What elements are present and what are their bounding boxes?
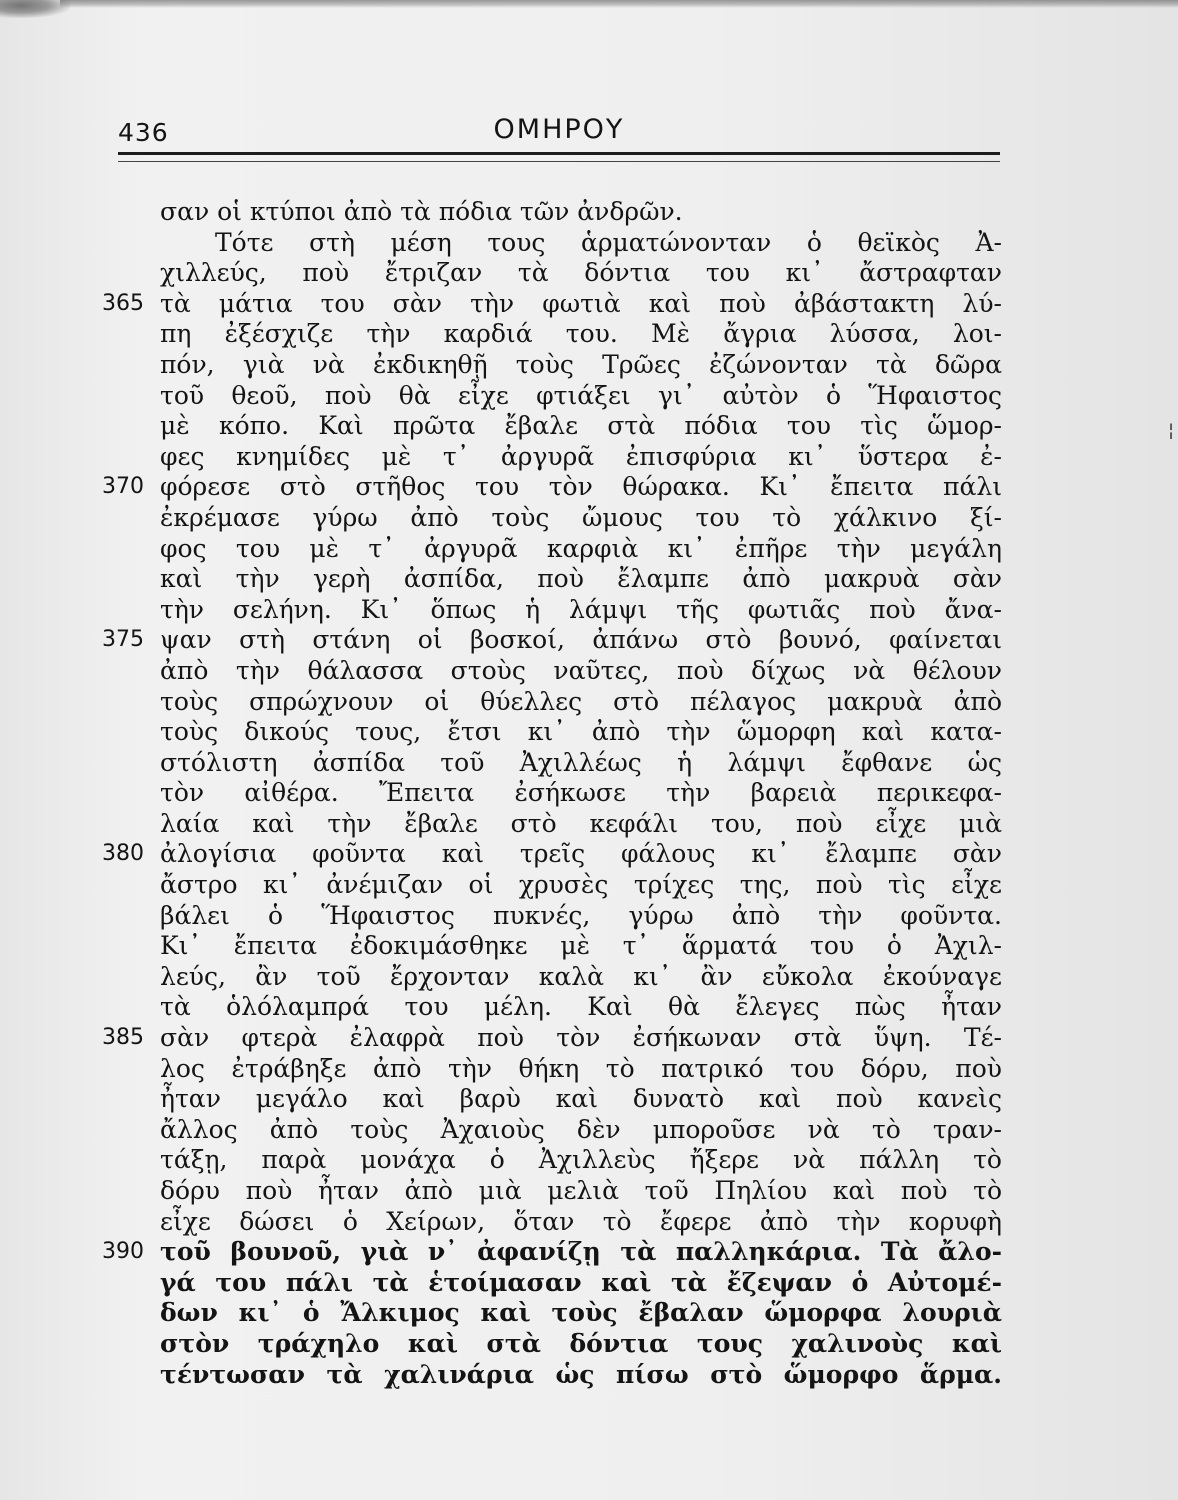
page-number: 436 bbox=[118, 118, 169, 147]
line-text: τὰ μάτια του σὰν τὴν φωτιὰ καὶ ποὺ ἀβάστακτη λύ- bbox=[160, 288, 1002, 318]
line-text: ψαν στὴ στάνη οἱ βοσκοί, ἀπάνω στὸ βουνό, φαίνεται bbox=[160, 625, 1002, 655]
line-text: τὴν σελήνη. Κι᾿ ὅπως ἡ λάμψι τῆς φωτιᾶς ποὺ ἄνα- bbox=[160, 594, 1002, 624]
text-line bbox=[160, 258, 1002, 289]
line-text: βάλει ὁ Ἥφαιστος πυκνές, γύρω ἀπὸ τὴν φοῦντα. bbox=[160, 900, 1002, 930]
text-line bbox=[160, 503, 1002, 534]
line-text: τὸν αἰθέρα. Ἔπειτα ἐσήκωσε τὴν βαρειὰ περικεφα- bbox=[160, 778, 1002, 808]
text-line bbox=[160, 1207, 1002, 1238]
line-text: σὰν φτερὰ ἐλαφρὰ ποὺ τὸν ἐσήκωναν στὰ ὕψη. Τέ- bbox=[160, 1023, 1002, 1053]
text-line bbox=[160, 1176, 1002, 1207]
text-line bbox=[160, 870, 1002, 901]
header-rule-thick bbox=[118, 152, 1000, 155]
text-line bbox=[102, 1237, 1002, 1268]
line-text: ἄλλος ἀπὸ τοὺς Ἀχαιοὺς δὲν μποροῦσε νὰ τὸ τραν- bbox=[160, 1114, 1002, 1144]
text-line bbox=[160, 1360, 1002, 1391]
running-head: ΟΜΗΡΟΥ bbox=[493, 114, 625, 145]
text-line bbox=[160, 656, 1002, 687]
line-number: 380 bbox=[102, 841, 144, 867]
line-text: τοῦ βουνοῦ, γιὰ ν᾿ ἀφανίζῃ τὰ παλληκάρια. Τὰ ἄλο- bbox=[160, 1237, 1002, 1267]
text-line bbox=[160, 1115, 1002, 1146]
text-line bbox=[160, 748, 1002, 779]
text-line bbox=[102, 1023, 1002, 1054]
line-text: τέντωσαν τὰ χαλινάρια ὡς πίσω στὸ ὥμορφο ἅρμα. bbox=[160, 1359, 1002, 1389]
text-line bbox=[160, 809, 1002, 840]
text-line bbox=[160, 411, 1002, 442]
text-line bbox=[160, 1054, 1002, 1085]
line-text: ἐκρέμασε γύρω ἀπὸ τοὺς ὤμους του τὸ χάλκινο ξί- bbox=[160, 502, 1002, 532]
line-text: ἀλογίσια φοῦντα καὶ τρεῖς φάλους κι᾿ ἔλαμπε σὰν bbox=[160, 839, 1002, 869]
text-line bbox=[160, 992, 1002, 1023]
text-line bbox=[160, 564, 1002, 595]
line-text: γά του πάλι τὰ ἑτοίμασαν καὶ τὰ ἔζεψαν ὁ Αὐτομέ- bbox=[160, 1267, 1002, 1297]
text-line bbox=[160, 687, 1002, 718]
text-line bbox=[160, 228, 1002, 259]
line-text: στόλιστη ἀσπίδα τοῦ Ἀχιλλέως ἡ λάμψι ἔφθανε ὡς bbox=[160, 747, 1002, 777]
text-line bbox=[160, 717, 1002, 748]
line-text: τοὺς σπρώχνουν οἱ θύελλες στὸ πέλαγος μακρυὰ ἀπὸ bbox=[160, 686, 1002, 716]
line-text: ἄστρο κι᾿ ἀνέμιζαν οἱ χρυσὲς τρίχες της, ποὺ τὶς εἶχε bbox=[160, 870, 1002, 900]
line-text: τοὺς δικούς τους, ἔτσι κι᾿ ἀπὸ τὴν ὥμορφη καὶ κατα- bbox=[160, 717, 1002, 747]
line-text: πη ἐξέσχιζε τὴν καρδιά του. Μὲ ἄγρια λύσσα, λοι- bbox=[160, 319, 1002, 349]
line-text: μὲ κόπο. Καὶ πρῶτα ἔβαλε στὰ πόδια του τὶς ὥμορ- bbox=[160, 411, 1002, 441]
text-line bbox=[160, 442, 1002, 473]
text-line bbox=[102, 472, 1002, 503]
line-text: πόν, γιὰ νὰ ἐκδικηθῇ τοὺς Τρῶες ἐζώνονταν τὰ δῶρα bbox=[160, 349, 1002, 379]
line-number: 385 bbox=[102, 1025, 144, 1051]
text-line bbox=[160, 595, 1002, 626]
line-text: δόρυ ποὺ ἦταν ἀπὸ μιὰ μελιὰ τοῦ Πηλίου καὶ ποὺ τὸ bbox=[160, 1176, 1002, 1205]
line-text: χιλλεύς, ποὺ ἔτριζαν τὰ δόντια του κι᾿ ἄστραφταν bbox=[160, 258, 1002, 288]
text-line bbox=[102, 839, 1002, 870]
text-line bbox=[102, 625, 1002, 656]
text-line bbox=[160, 901, 1002, 932]
line-text: ἀπὸ τὴν θάλασσα στοὺς ναῦτες, ποὺ δίχως νὰ θέλουν bbox=[160, 655, 1002, 685]
line-text: στὸν τράχηλο καὶ στὰ δόντια τους χαλινοὺς καὶ bbox=[160, 1328, 1002, 1358]
text-line bbox=[160, 962, 1002, 993]
line-text: Κι᾿ ἔπειτα ἐδοκιμάσθηκε μὲ τ᾿ ἅρματά του ὁ Ἀχιλ- bbox=[160, 931, 1002, 961]
body-text bbox=[102, 197, 1002, 1390]
line-number: 375 bbox=[102, 627, 144, 653]
line-text: καὶ τὴν γερὴ ἀσπίδα, ποὺ ἔλαμπε ἀπὸ μακρυὰ σὰν bbox=[160, 564, 1002, 594]
line-text: ἦταν μεγάλο καὶ βαρὺ καὶ δυνατὸ καὶ ποὺ κανεὶς bbox=[160, 1084, 1002, 1114]
text-line bbox=[160, 931, 1002, 962]
text-line bbox=[160, 1298, 1002, 1329]
line-text: λαία καὶ τὴν ἔβαλε στὸ κεφάλι του, ποὺ εἶχε μιὰ bbox=[160, 808, 1002, 838]
text-line bbox=[160, 1329, 1002, 1360]
text-line bbox=[160, 1268, 1002, 1299]
line-text: τάξῃ, παρὰ μονάχα ὁ Ἀχιλλεὺς ἤξερε νὰ πάλλη τὸ bbox=[160, 1145, 1002, 1175]
line-text: Τότε στὴ μέση τους ἁρματώνονταν ὁ θεϊκὸς Ἀ- bbox=[215, 227, 1002, 257]
line-text: εἶχε δώσει ὁ Χείρων, ὅταν τὸ ἔφερε ἀπὸ τὴν κορυφὴ bbox=[160, 1206, 1002, 1236]
line-text: τὰ ὁλόλαμπρά του μέλη. Καὶ θὰ ἔλεγες πὼς ἦταν bbox=[160, 992, 1002, 1022]
line-text: δων κι᾿ ὁ Ἄλκιμος καὶ τοὺς ἔβαλαν ὥμορφα λουριὰ bbox=[160, 1298, 1002, 1328]
line-text: φες κνημίδες μὲ τ᾿ ἀργυρᾶ ἐπισφύρια κι᾿ ὕστερα ἐ- bbox=[160, 441, 1002, 471]
text-line bbox=[160, 534, 1002, 565]
line-text: σαν οἱ κτύποι ἀπὸ τὰ πόδια τῶν ἀνδρῶν. bbox=[160, 197, 683, 226]
line-text: τοῦ θεοῦ, ποὺ θὰ εἶχε φτιάξει γι᾿ αὐτὸν ὁ Ἥφαιστος bbox=[160, 380, 1002, 410]
text-line bbox=[160, 1084, 1002, 1115]
line-number: 390 bbox=[102, 1239, 144, 1265]
line-number: 370 bbox=[102, 474, 144, 500]
text-line bbox=[160, 319, 1002, 350]
line-text: λος ἐτράβηξε ἀπὸ τὴν θήκη τὸ πατρικό του δόρυ, ποὺ bbox=[160, 1053, 1002, 1083]
text-line bbox=[160, 1145, 1002, 1176]
text-line bbox=[160, 350, 1002, 381]
line-number: 365 bbox=[102, 290, 144, 316]
text-line bbox=[102, 288, 1002, 320]
page-header bbox=[118, 110, 1000, 154]
text-line bbox=[160, 381, 1002, 412]
text-line bbox=[160, 778, 1002, 809]
right-margin-mark: ¦ bbox=[1168, 420, 1175, 441]
line-text: φος του μὲ τ᾿ ἀργυρᾶ καρφιὰ κι᾿ ἐπῆρε τὴν μεγάλη bbox=[160, 533, 1002, 563]
line-text: λεύς, ἂν τοῦ ἔρχονταν καλὰ κι᾿ ἂν εὔκολα ἐκούναγε bbox=[160, 961, 1002, 991]
line-text: φόρεσε στὸ στῆθος του τὸν θώρακα. Κι᾿ ἔπειτα πάλι bbox=[160, 472, 1002, 502]
header-rule-thin bbox=[118, 161, 1000, 162]
text-line bbox=[160, 197, 1002, 228]
top-edge-shadow bbox=[60, 0, 1178, 8]
